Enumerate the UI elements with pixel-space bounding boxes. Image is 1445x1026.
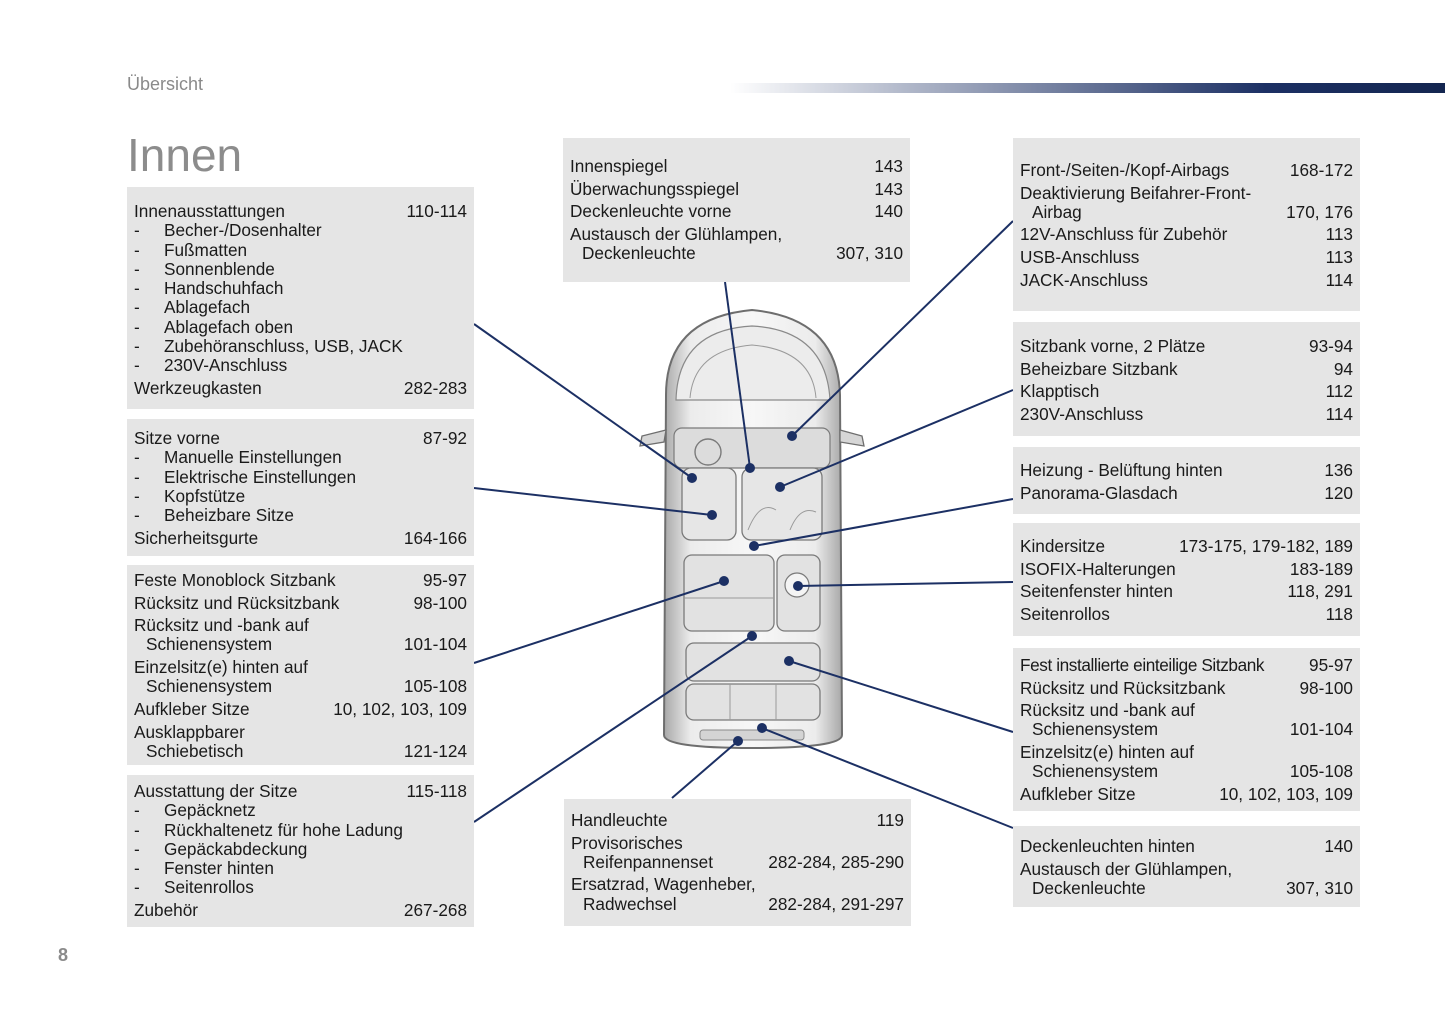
page-ref: 267-268 <box>403 900 467 921</box>
entry-seitenrollos: Seitenrollos 118 <box>1020 603 1353 624</box>
sub-item: - Fenster hinten <box>134 858 274 879</box>
entry-isofix: ISOFIX-Halterungen 183-189 <box>1020 558 1353 579</box>
page-ref: 143 <box>874 178 903 199</box>
entry-einzelsitze: Einzelsitz(e) hinten auf Schienensystem 105-108 <box>134 657 467 697</box>
page-ref: 105-108 <box>403 676 467 697</box>
entry-schienensystem-right: Rücksitz und -bank auf Schienensystem 101-104 <box>1020 700 1353 740</box>
page-ref: 143 <box>874 156 903 176</box>
sub-item: - Gepäcknetz <box>134 800 256 821</box>
box-rear-ceiling-lights <box>1013 826 1360 907</box>
entry-schiebetisch: Ausklappbarer Schiebetisch 121-124 <box>134 721 467 761</box>
page-title: Innen <box>127 129 243 181</box>
page-ref: 282-284, 291-297 <box>768 893 904 914</box>
entry-zubehoer: Zubehör 267-268 <box>134 900 467 921</box>
entry-klapptisch: Klapptisch 112 <box>1020 381 1353 402</box>
section-label: Übersicht <box>127 74 204 94</box>
entry-gluehlampen-vorne: Austausch der Glühlampen, Deckenleuchte 307, 310 <box>570 223 903 264</box>
entry-gluehlampen-hinten: Austausch der Glühlampen, Deckenleuchte 307, 310 <box>1020 858 1353 898</box>
page-ref: 140 <box>874 201 903 222</box>
sub-item: - Rückhaltenetz für hohe Ladung <box>134 819 403 840</box>
page-ref: 95-97 <box>423 570 467 590</box>
page-ref: 282-284, 285-290 <box>768 851 904 872</box>
entry-innenspiegel: Innenspiegel 143 <box>570 156 903 176</box>
page-ref: 112 <box>1325 381 1353 402</box>
box-interior-equipment <box>127 187 474 409</box>
page-ref: 183-189 <box>1289 558 1353 579</box>
page-ref: 113 <box>1325 247 1353 268</box>
page-ref: 101-104 <box>1289 719 1353 740</box>
page-ref: 307, 310 <box>836 243 903 264</box>
entry-deaktivierung-airbag: Deaktivierung Beifahrer-Front- Airbag 170, 176 <box>1020 182 1353 222</box>
entry-einzelsitze-right: Einzelsitz(e) hinten auf Schienensystem 105-108 <box>1020 742 1353 782</box>
sub-item: - Beheizbare Sitze <box>134 505 294 526</box>
sub-item: - Zubehöranschluss, USB, JACK <box>134 336 403 357</box>
sub-item: - Ablagefach <box>134 297 251 318</box>
box-front-bench <box>1013 322 1360 436</box>
page-ref: 113 <box>1325 224 1353 245</box>
box-rear-seats <box>127 565 474 765</box>
box-hand-lamp-spare-wheel <box>564 799 911 926</box>
page-ref: 119 <box>876 810 904 830</box>
page-ref: 110-114 <box>406 201 467 221</box>
entry-deckenleuchte-vorne: Deckenleuchte vorne 140 <box>570 201 903 222</box>
page-ref: 93-94 <box>1309 336 1353 356</box>
entry-reifenpannenset: Provisorisches Reifenpannenset 282-284, 285-290 <box>571 832 904 872</box>
page-ref: 118, 291 <box>1287 581 1353 602</box>
sub-item: - Fußmatten <box>134 239 248 260</box>
sub-item: - Elektrische Einstellungen <box>134 466 357 487</box>
sub-item: - Ablagefach oben <box>134 316 294 337</box>
entry-innenausstattungen: Innenausstattungen 110-114 <box>134 201 467 221</box>
entry-sitze-vorne: Sitze vorne 87-92 <box>134 428 467 448</box>
entry-12v-anschluss: 12V-Anschluss für Zubehör 113 <box>1020 224 1353 245</box>
entry-deckenleuchten-hinten: Deckenleuchten hinten 140 <box>1020 836 1353 856</box>
entry-aufkleber-sitze: Aufkleber Sitze 10, 102, 103, 109 <box>134 698 467 719</box>
page-ref: 120 <box>1324 482 1353 503</box>
entry-airbags: Front-/Seiten-/Kopf-Airbags 168-172 <box>1020 160 1353 180</box>
page-ref: 101-104 <box>403 634 467 655</box>
box-front-seats <box>127 419 474 556</box>
entry-ruecksitzbank-right: Rücksitz und Rücksitzbank 98-100 <box>1020 677 1353 698</box>
entry-jack-anschluss: JACK-Anschluss 114 <box>1020 269 1353 290</box>
entry-beheizbare-sitzbank: Beheizbare Sitzbank 94 <box>1020 358 1353 379</box>
box-mirrors-lights <box>563 138 910 282</box>
page-ref: 170, 176 <box>1286 201 1353 222</box>
page-ref: 168-172 <box>1289 160 1353 180</box>
page-ref: 98-100 <box>413 592 467 613</box>
entry-sitzbank-vorne: Sitzbank vorne, 2 Plätze 93-94 <box>1020 336 1353 356</box>
page-ref: 115-118 <box>406 781 467 801</box>
entry-ruecksitzbank: Rücksitz und Rücksitzbank 98-100 <box>134 592 467 613</box>
page-ref: 10, 102, 103, 109 <box>1219 783 1353 804</box>
page-ref: 87-92 <box>423 428 467 448</box>
page-ref: 118 <box>1325 603 1353 624</box>
entry-heizung-hinten: Heizung - Belüftung hinten 136 <box>1020 460 1353 480</box>
page-ref: 164-166 <box>403 527 467 548</box>
sub-item: - Kopfstütze <box>134 485 246 506</box>
sub-item: - 230V-Anschluss <box>134 355 288 376</box>
page-ref: 10, 102, 103, 109 <box>333 698 467 719</box>
sub-item: - Sonnenblende <box>134 258 275 279</box>
page-ref: 94 <box>1333 358 1353 379</box>
entry-kindersitze: Kindersitze 173-175, 179-182, 189 <box>1020 536 1353 556</box>
entry-ersatzrad: Ersatzrad, Wagenheber, Radwechsel 282-284, 291-297 <box>571 874 904 914</box>
entry-panorama-glasdach: Panorama-Glasdach 120 <box>1020 482 1353 503</box>
entry-einteilige-sitzbank: Fest installierte einteilige Sitzbank 95-97 <box>1020 655 1353 675</box>
entry-schienensystem: Rücksitz und -bank auf Schienensystem 101-104 <box>134 615 467 655</box>
van-body <box>640 310 864 748</box>
page-ref: 136 <box>1324 460 1353 480</box>
page-ref: 307, 310 <box>1286 877 1353 898</box>
entry-seitenfenster-hinten: Seitenfenster hinten 118, 291 <box>1020 581 1353 602</box>
page-ref: 121-124 <box>403 740 467 761</box>
entry-sicherheitsgurte: Sicherheitsgurte 164-166 <box>134 527 467 548</box>
page-ref: 98-100 <box>1299 677 1353 698</box>
page-ref: 114 <box>1325 403 1353 424</box>
sub-item: - Seitenrollos <box>134 877 254 898</box>
page-ref: 114 <box>1325 269 1353 290</box>
page-ref: 105-108 <box>1289 761 1353 782</box>
entry-usb-anschluss: USB-Anschluss 113 <box>1020 247 1353 268</box>
sub-item: - Gepäckabdeckung <box>134 838 308 859</box>
entry-230v-anschluss: 230V-Anschluss 114 <box>1020 403 1353 424</box>
entry-monoblock-sitzbank: Feste Monoblock Sitzbank 95-97 <box>134 570 467 590</box>
page-ref: 282-283 <box>403 377 467 398</box>
entry-werkzeugkasten: Werkzeugkasten 282-283 <box>134 377 467 398</box>
entry-handleuchte: Handleuchte 119 <box>571 810 904 830</box>
page-number: 8 <box>58 945 69 965</box>
box-child-seats-windows <box>1013 523 1360 636</box>
box-seat-equipment <box>127 775 474 927</box>
page-ref: 140 <box>1324 836 1353 856</box>
page-ref: 173-175, 179-182, 189 <box>1179 536 1353 556</box>
box-rear-bench-right <box>1013 648 1360 811</box>
entry-ausstattung-sitze: Ausstattung der Sitze 115-118 <box>134 781 467 801</box>
entry-aufkleber-sitze-right: Aufkleber Sitze 10, 102, 103, 109 <box>1020 783 1353 804</box>
sub-item: - Becher-/Dosenhalter <box>134 220 322 241</box>
page-ref: 95-97 <box>1309 655 1353 675</box>
box-heating-roof <box>1013 447 1360 514</box>
sub-item: - Manuelle Einstellungen <box>134 447 342 468</box>
box-airbags-connections <box>1013 138 1360 311</box>
entry-ueberwachungsspiegel: Überwachungsspiegel 143 <box>570 178 903 199</box>
sub-item: - Handschuhfach <box>134 278 284 299</box>
